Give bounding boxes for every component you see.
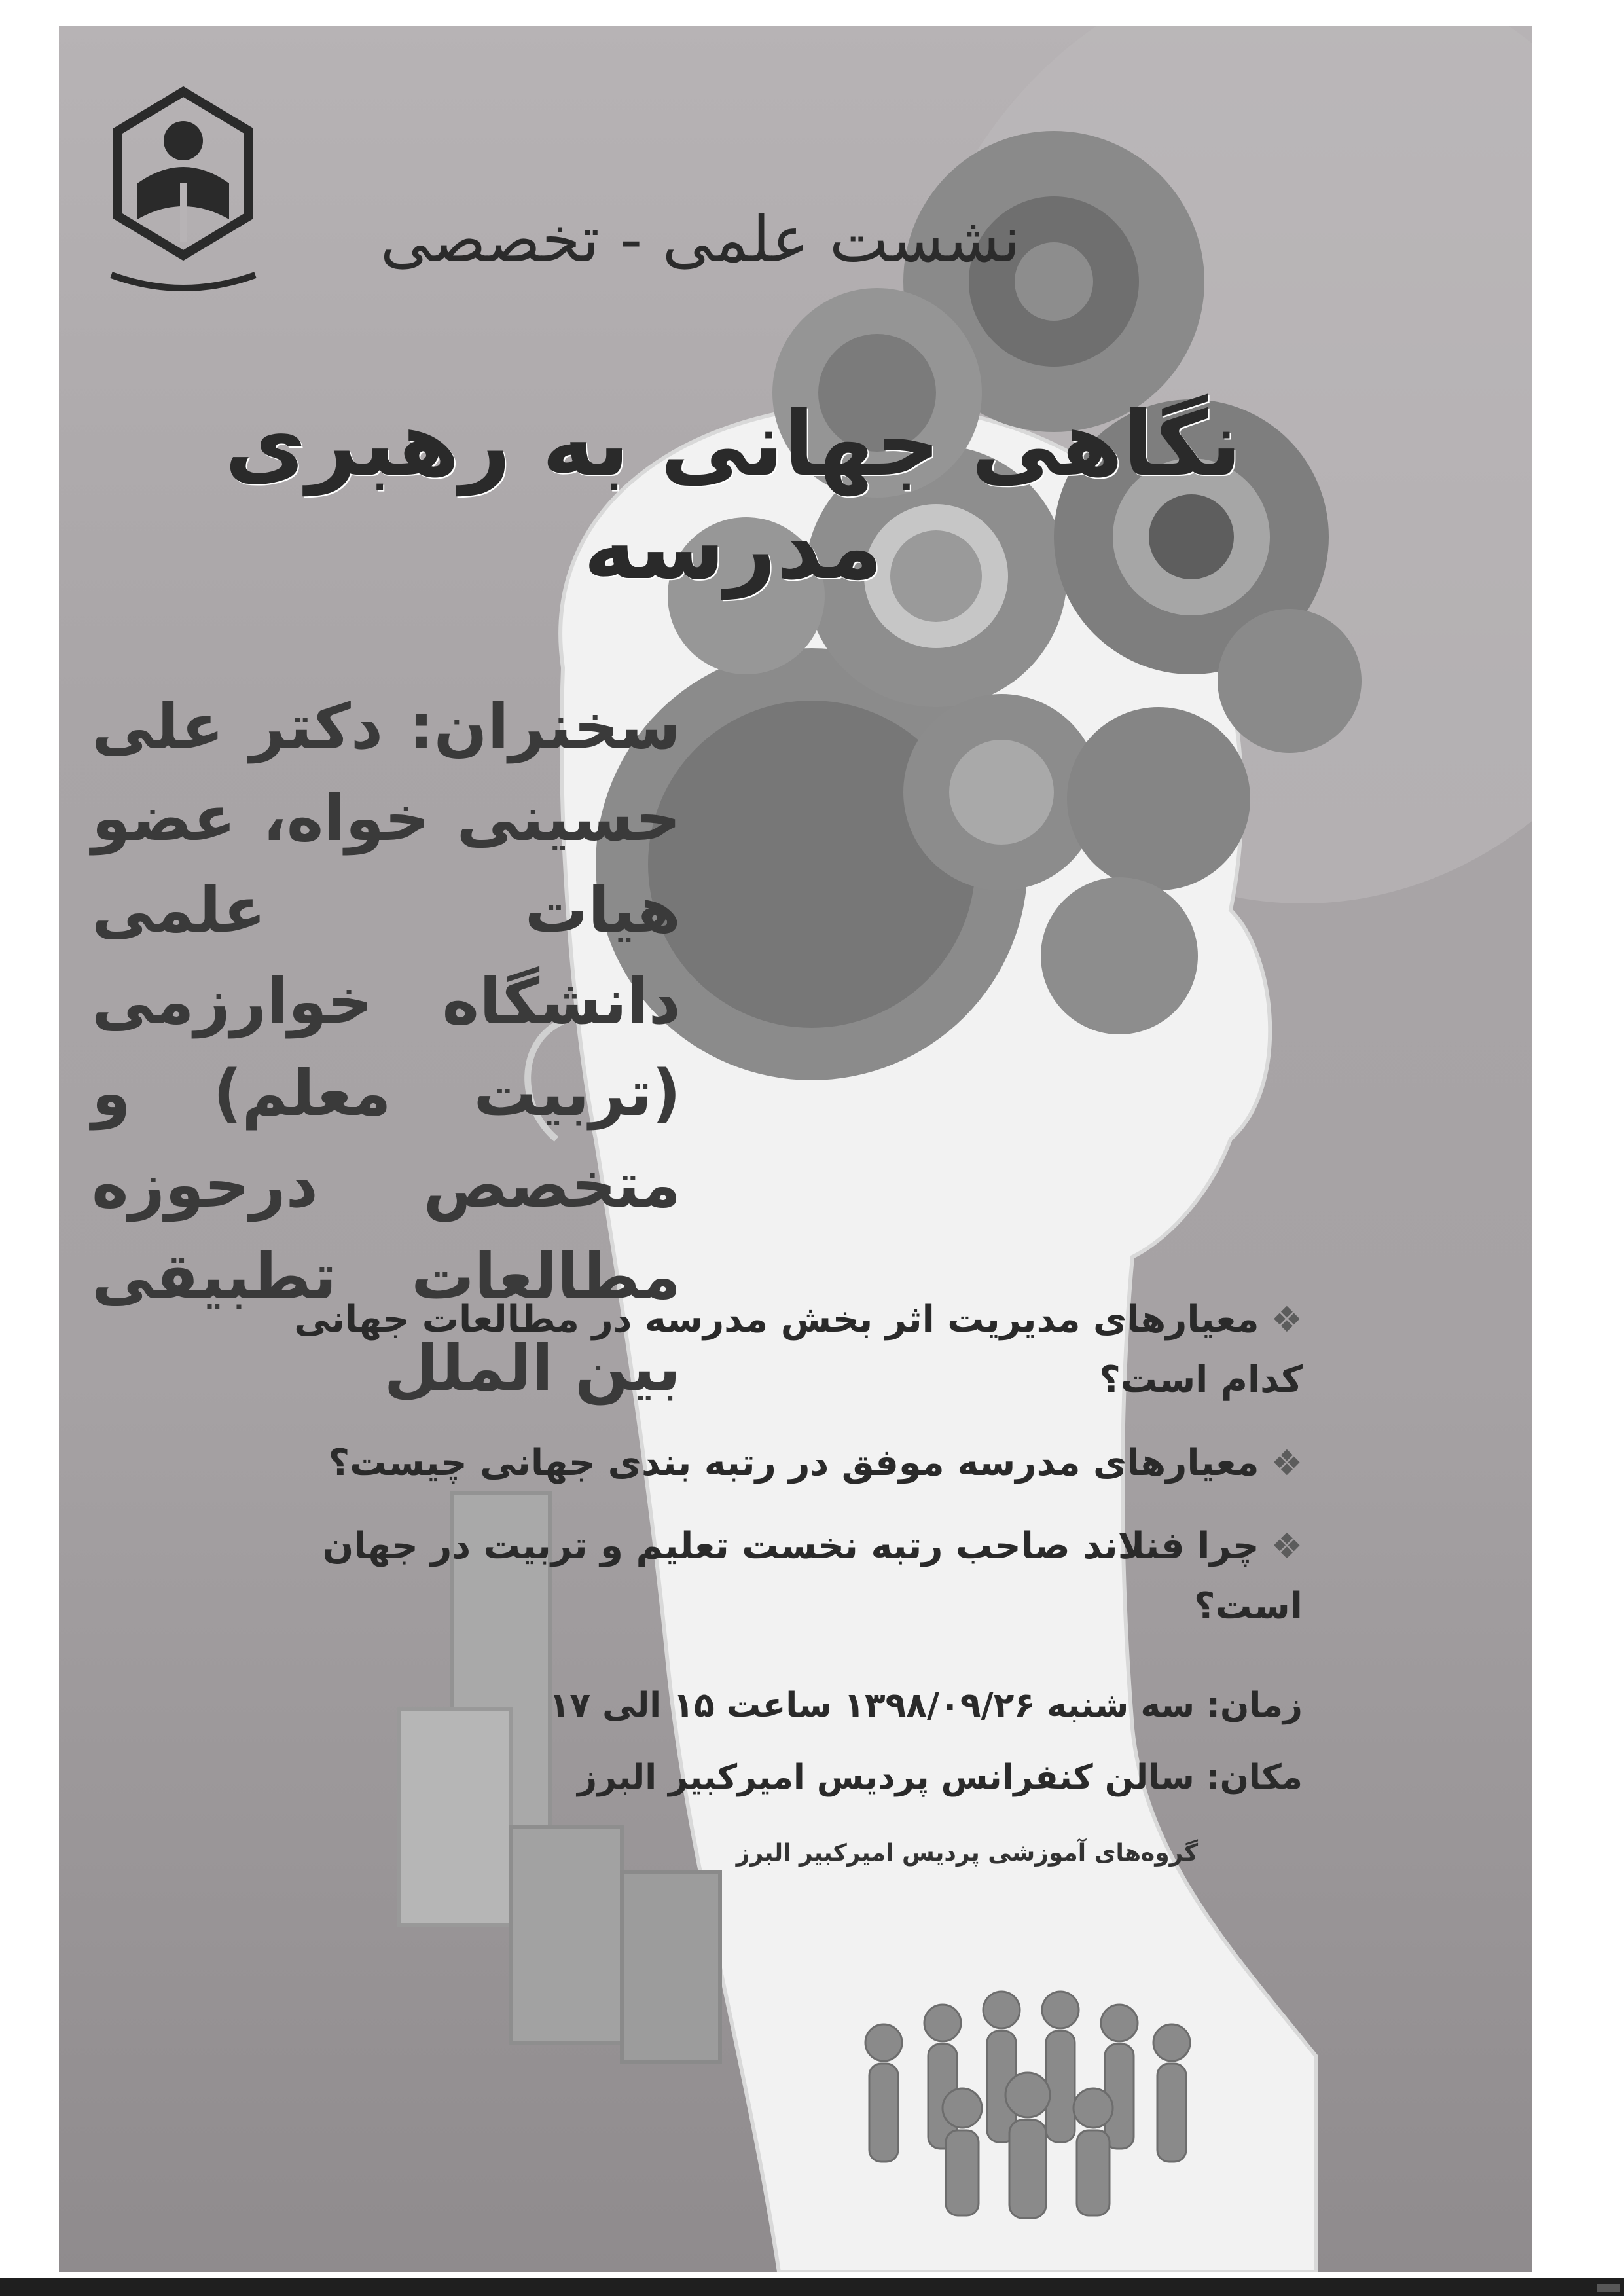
event-time: زمان: سه شنبه ۱۳۹۸/۰۹/۲۶ ساعت ۱۵ الی ۱۷ [549, 1686, 1303, 1725]
speaker-info: سخنران: دکتر علی حسینی خواه، عضو هیات علمی دانشگاه خوارزمی (تربیت معلم) و متخصص درحوزه مطالعات تطبیقی بین الملل [92, 690, 681, 1405]
diamond-bullet-icon: ❖ [1271, 1525, 1303, 1567]
scan-footer-strip [0, 2278, 1624, 2296]
event-organizer: گروه‌های آموزشی پردیس امیرکبیر البرز [736, 1840, 1198, 1867]
diamond-bullet-icon: ❖ [1271, 1442, 1303, 1484]
university-logo-icon [98, 79, 268, 314]
question-item: ❖چرا فنلاند صاحب رتبه نخست تعلیم و تربیت در جهان است؟ [322, 1525, 1303, 1628]
diamond-bullet-icon: ❖ [1271, 1299, 1303, 1340]
watermark-icon [1595, 2282, 1621, 2295]
question-item: ❖معیارهای مدرسه موفق در رتبه بندی جهانی چیست؟ [328, 1442, 1303, 1484]
topic-questions [209, 1290, 1303, 1660]
event-poster [59, 26, 1532, 2272]
event-subtitle: نشست علمی - تخصصی [380, 203, 1021, 276]
people-circle-icon [831, 1984, 1224, 2219]
event-title: نگاهی جهانی به رهبری مدرسه [225, 393, 1242, 600]
question-item: ❖معیارهای مدیریت اثر بخش مدرسه در مطالعات جهانی کدام است؟ [294, 1298, 1303, 1401]
event-place: مکان: سالن کنفرانس پردیس امیرکبیر البرز [577, 1758, 1303, 1797]
